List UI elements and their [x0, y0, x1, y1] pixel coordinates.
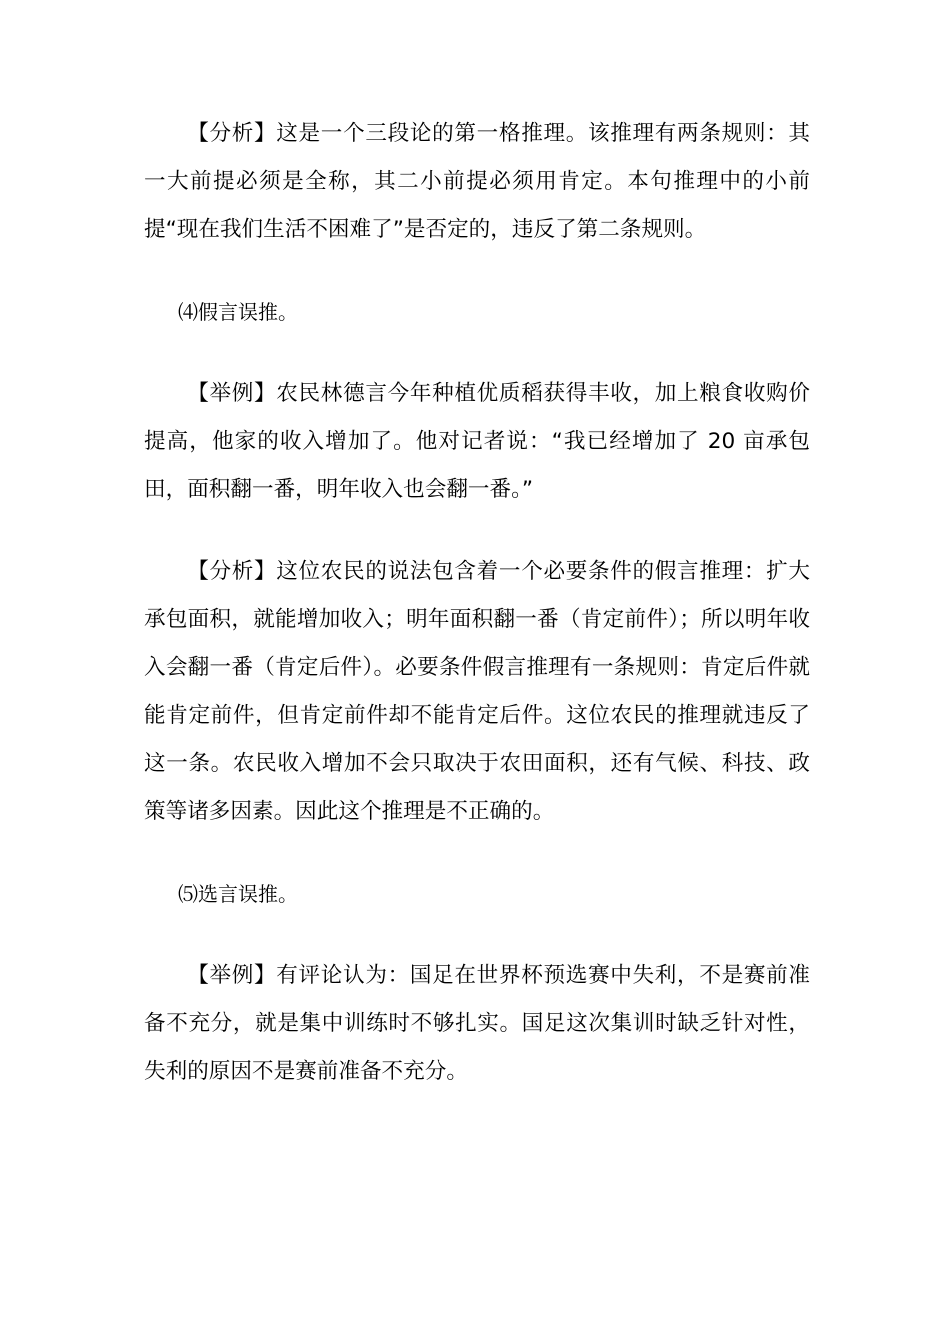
paragraph-analysis-farmer — [144, 548, 810, 836]
paragraph-tag: 【举例】 — [187, 381, 277, 406]
section-heading-hypothetical-fallacy: ⑷假言误推。 — [178, 300, 298, 324]
paragraph-text: 这位农民的说法包含着一个必要条件的假言推理：扩大承包面积，就能增加收入；明年面积翻一番（肯定前件）；所以明年收入会翻一番（肯定后件）。必要条件假言推理有一条规则：肯定后件就能肯定前件，但肯定前件却不能肯定后件。这位农民的推理就违反了这一条。农民收入增加不会只取决于农田面积，还有气候、科技、政策等诸多因素。因此这个推理是不正确的。 — [144, 559, 810, 824]
paragraph-tag: 【举例】 — [187, 963, 277, 988]
document-page — [144, 110, 810, 1130]
paragraph-example-farmer — [144, 370, 810, 514]
paragraph-text: 农民林德言今年种植优质稻获得丰收，加上粮食收购价提高，他家的收入增加了。他对记者说：“我已经增加了 20 亩承包田，面积翻一番，明年收入也会翻一番。” — [144, 381, 810, 502]
section-heading-disjunctive-fallacy: ⑸选言误推。 — [178, 882, 298, 906]
paragraph-tag: 【分析】 — [187, 121, 277, 146]
paragraph-tag: 【分析】 — [187, 559, 277, 584]
paragraph-text: 这是一个三段论的第一格推理。该推理有两条规则：其一大前提必须是全称，其二小前提必须用肯定。本句推理中的小前提“现在我们生活不困难了”是否定的，违反了第二条规则。 — [144, 121, 810, 242]
paragraph-text: 有评论认为：国足在世界杯预选赛中失利，不是赛前准备不充分，就是集中训练时不够扎实。国足这次集训时缺乏针对性，失利的原因不是赛前准备不充分。 — [144, 963, 810, 1084]
paragraph-analysis-syllogism — [144, 110, 810, 254]
paragraph-example-football — [144, 952, 810, 1096]
